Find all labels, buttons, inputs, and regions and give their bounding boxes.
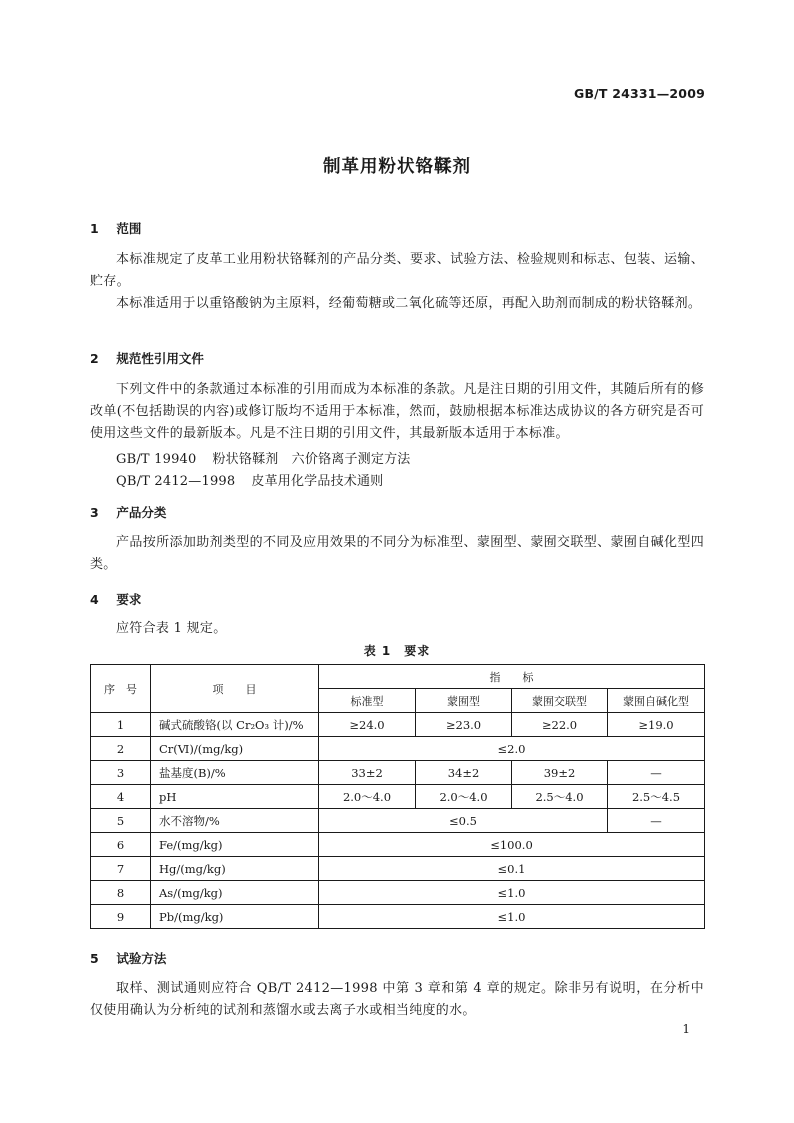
cell-seq: 8 xyxy=(91,881,151,905)
paragraph-requirements: 应符合表 1 规定。 xyxy=(116,621,227,636)
cell-item: Cr(Ⅵ)/(mg/kg) xyxy=(151,737,319,761)
table-row xyxy=(91,737,705,761)
cell-value: 39±2 xyxy=(512,761,608,785)
header-type: 标准型 xyxy=(319,689,416,713)
cell-value: 33±2 xyxy=(319,761,416,785)
reference-code: QB/T 2412—1998 xyxy=(116,474,236,489)
page-number: 1 xyxy=(682,1022,690,1036)
header-type: 蒙囿型 xyxy=(416,689,512,713)
reference-title: 皮革用化学品技术通则 xyxy=(251,474,384,489)
cell-seq: 1 xyxy=(91,713,151,737)
cell-item: Pb/(mg/kg) xyxy=(151,905,319,929)
section-title: 范围 xyxy=(116,221,142,236)
cell-value: — xyxy=(608,809,705,833)
cell-value: ≥22.0 xyxy=(512,713,608,737)
section-heading-scope xyxy=(90,219,141,237)
requirements-table xyxy=(90,664,705,929)
cell-seq: 3 xyxy=(91,761,151,785)
paragraph-test-methods: 取样、测试通则应符合 QB/T 2412—1998 中第 3 章和第 4 章的规定。除非另有说明，在分析中仅使用确认为分析纯的试剂和蒸馏水或去离子水或相当纯度的水。 xyxy=(90,981,704,1018)
section-number: 3 xyxy=(90,505,99,520)
cell-value: ≥23.0 xyxy=(416,713,512,737)
cell-item: Hg/(mg/kg) xyxy=(151,857,319,881)
cell-item: As/(mg/kg) xyxy=(151,881,319,905)
header-seq: 序 号 xyxy=(91,665,151,713)
paragraph-refs-intro: 下列文件中的条款通过本标准的引用而成为本标准的条款。凡是注日期的引用文件，其随后所有的修改单(不包括勘误的内容)或修订版均不适用于本标准，然而，鼓励根据本标准达成协议的各方研究是否可使用这些文件的最新版本。凡是不注日期的引用文件，其最新版本适用于本标准。 xyxy=(90,382,704,441)
table-header-row xyxy=(91,665,705,689)
cell-item: Fe/(mg/kg) xyxy=(151,833,319,857)
cell-value: ≥24.0 xyxy=(319,713,416,737)
section-title: 产品分类 xyxy=(116,505,167,520)
reference-code: GB/T 19940 xyxy=(116,452,197,467)
header-indicator: 指 标 xyxy=(319,665,705,689)
paragraph-scope-2: 本标准适用于以重铬酸钠为主原料，经葡萄糖或二氧化硫等还原，再配入助剂而制成的粉状铬鞣剂。 xyxy=(116,296,702,311)
cell-value: 34±2 xyxy=(416,761,512,785)
cell-seq: 2 xyxy=(91,737,151,761)
cell-value: ≥19.0 xyxy=(608,713,705,737)
section-title: 要求 xyxy=(116,592,142,607)
cell-seq: 4 xyxy=(91,785,151,809)
cell-value: ≤1.0 xyxy=(319,905,705,929)
cell-value: ≤0.5 xyxy=(319,809,608,833)
cell-value: ≤1.0 xyxy=(319,881,705,905)
reference-item xyxy=(116,470,383,489)
paragraph-scope-1: 本标准规定了皮革工业用粉状铬鞣剂的产品分类、要求、试验方法、检验规则和标志、包装、运输、贮存。 xyxy=(90,252,704,289)
document-title: 制革用粉状铬鞣剂 xyxy=(323,157,471,177)
section-number: 2 xyxy=(90,351,99,366)
cell-value: 2.0～4.0 xyxy=(319,785,416,809)
cell-item: pH xyxy=(151,785,319,809)
section-number: 5 xyxy=(90,951,99,966)
table-row xyxy=(91,833,705,857)
reference-title: 粉状铬鞣剂 六价铬离子测定方法 xyxy=(212,452,411,467)
reference-item xyxy=(116,448,411,467)
cell-value: ≤0.1 xyxy=(319,857,705,881)
cell-value: 2.0～4.0 xyxy=(416,785,512,809)
table-row xyxy=(91,761,705,785)
table-row xyxy=(91,857,705,881)
section-number: 1 xyxy=(90,221,99,236)
section-heading-test-methods xyxy=(90,949,166,967)
cell-value: 2.5～4.5 xyxy=(608,785,705,809)
paragraph-classification: 产品按所添加助剂类型的不同及应用效果的不同分为标准型、蒙囿型、蒙囿交联型、蒙囿自碱化型四类。 xyxy=(90,535,704,572)
section-heading-normative-refs xyxy=(90,349,204,367)
section-heading-classification xyxy=(90,503,166,521)
cell-seq: 5 xyxy=(91,809,151,833)
header-type: 蒙囿交联型 xyxy=(512,689,608,713)
section-heading-requirements xyxy=(90,590,141,608)
table-row xyxy=(91,785,705,809)
cell-seq: 6 xyxy=(91,833,151,857)
table-caption: 表 1 要求 xyxy=(363,644,431,658)
cell-seq: 9 xyxy=(91,905,151,929)
cell-seq: 7 xyxy=(91,857,151,881)
cell-value: 2.5～4.0 xyxy=(512,785,608,809)
cell-value: — xyxy=(608,761,705,785)
section-title: 规范性引用文件 xyxy=(116,351,204,366)
table-row xyxy=(91,905,705,929)
standard-code: GB/T 24331—2009 xyxy=(573,86,705,101)
table-row xyxy=(91,809,705,833)
header-type: 蒙囿自碱化型 xyxy=(608,689,705,713)
cell-value: ≤100.0 xyxy=(319,833,705,857)
cell-item: 水不溶物/% xyxy=(151,809,319,833)
cell-item: 碱式硫酸铬(以 Cr₂O₃ 计)/% xyxy=(151,713,319,737)
section-title: 试验方法 xyxy=(116,951,167,966)
cell-item: 盐基度(B)/% xyxy=(151,761,319,785)
section-number: 4 xyxy=(90,592,99,607)
table-row xyxy=(91,881,705,905)
header-item: 项 目 xyxy=(151,665,319,713)
table-row xyxy=(91,713,705,737)
cell-value: ≤2.0 xyxy=(319,737,705,761)
